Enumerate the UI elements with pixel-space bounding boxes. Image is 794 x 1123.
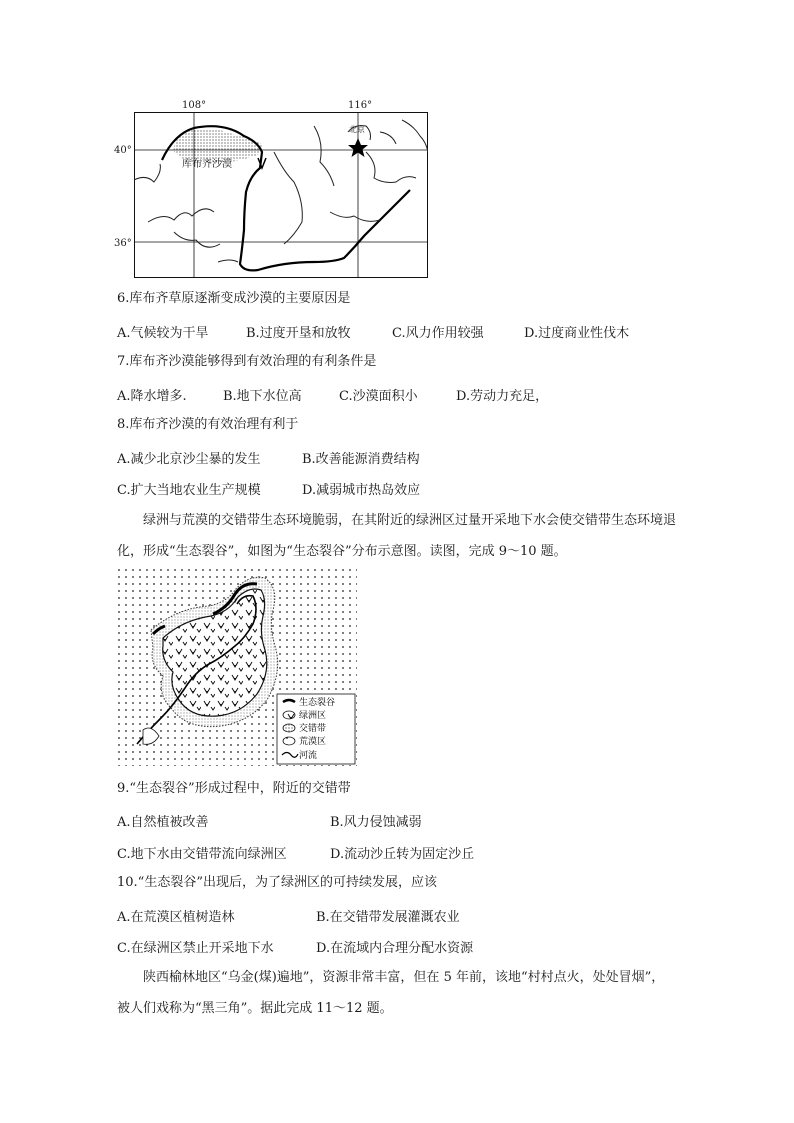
- legend-label-desert: 荒漠区: [299, 737, 327, 747]
- q8-option-c: C.扩大当地农业生产规模: [117, 483, 261, 498]
- beijing-label: 北京: [349, 125, 365, 134]
- passage-ecological-rift: 绿洲与荒漠的交错带生态环境脆弱，在其附近的绿洲区过量开采地下水会使交错带生态环境退化，形成“生态裂谷”，如图为“生态裂谷”分布示意图。读图，完成 9～10 题。: [117, 513, 677, 559]
- legend-label-river: 河流: [299, 751, 318, 761]
- kubuqi-desert-map: [134, 112, 428, 278]
- q8-option-d: D.减弱城市热岛效应: [302, 483, 421, 498]
- legend-label-oasis: 绿洲区: [299, 711, 327, 721]
- desert-label: 库布齐沙漠: [182, 159, 232, 170]
- q9-option-c: C.地下水由交错带流向绿洲区: [117, 847, 287, 862]
- q9-option-a: A.自然植被改善: [117, 815, 209, 830]
- q7-option-d: D.劳动力充足，: [456, 389, 549, 404]
- q7-option-a: A.降水增多.: [117, 389, 187, 404]
- q10-option-b: B.在交错带发展灌溉农业: [316, 910, 460, 925]
- ecological-rift-map: [117, 568, 357, 766]
- q7-option-b: B.地下水位高: [223, 389, 302, 404]
- passage-yulin: 陕西榆林地区“乌金(煤)遍地”，资源非常丰富，但在 5 年前，该地“村村点火，处处冒烟”，被人们戏称为“黑三角”。据此完成 11～12 题。: [117, 970, 665, 1016]
- q6-option-b: B.过度开垦和放牧: [246, 326, 351, 341]
- legend-ecotone-icon: [283, 724, 295, 732]
- q8-option-b: B.改善能源消费结构: [302, 452, 420, 467]
- lat-label-40: 40°: [114, 145, 132, 156]
- lat-label-36: 36°: [114, 238, 132, 249]
- q9-option-d: D.流动沙丘转为固定沙丘: [330, 847, 475, 862]
- q7-option-c: C.沙漠面积小: [339, 389, 418, 404]
- q6-option-a: A.气候较为干旱: [117, 326, 209, 341]
- q9-option-b: B.风力侵蚀减弱: [330, 815, 422, 830]
- legend-label-ecotone: 交错带: [299, 724, 327, 734]
- q9-stem: 9.“生态裂谷”形成过程中，附近的交错带: [117, 781, 351, 796]
- lon-label-108: 108°: [182, 100, 207, 111]
- q10-option-d: D.在流域内合理分配水资源: [316, 941, 474, 956]
- legend-oasis-icon: [283, 711, 295, 719]
- legend-desert-icon: [283, 737, 295, 745]
- q6-option-c: C.风力作用较强: [392, 326, 484, 341]
- q10-stem: 10.“生态裂谷”出现后，为了绿洲区的可持续发展，应该: [117, 875, 437, 890]
- q7-stem: 7.库布齐沙漠能够得到有效治理的有利条件是: [117, 354, 377, 369]
- q8-stem: 8.库布齐沙漠的有效治理有利于: [117, 417, 299, 432]
- q8-option-a: A.减少北京沙尘暴的发生: [117, 452, 261, 467]
- q6-option-d: D.过度商业性伐木: [524, 326, 630, 341]
- lon-label-116: 116°: [348, 100, 373, 111]
- q6-stem: 6.库布齐草原逐渐变成沙漠的主要原因是: [117, 291, 351, 306]
- legend-label-rift: 生态裂谷: [299, 698, 336, 708]
- q10-option-a: A.在荒漠区植树造林: [117, 910, 235, 925]
- q10-option-c: C.在绿洲区禁止开采地下水: [117, 941, 274, 956]
